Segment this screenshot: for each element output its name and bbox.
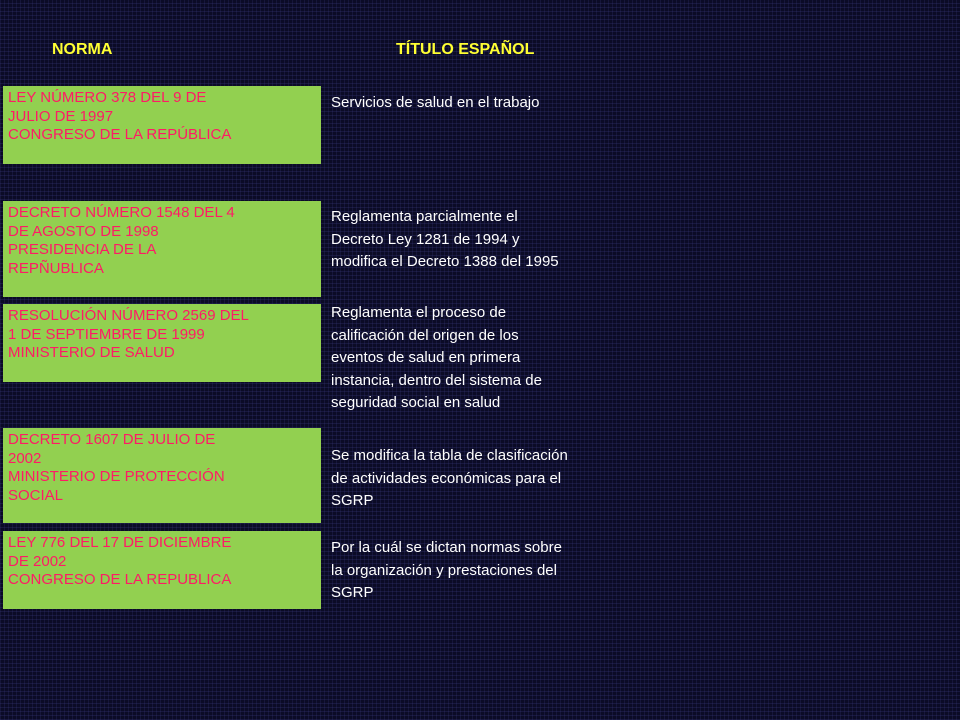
norma-box-ley-378: LEY NÚMERO 378 DEL 9 DE JULIO DE 1997 CONGRESO DE LA REPÚBLICA xyxy=(3,86,321,164)
norma-box-ley-776: LEY 776 DEL 17 DE DICIEMBRE DE 2002 CONGRESO DE LA REPUBLICA xyxy=(3,531,321,609)
titulo-ley-378: Servicios de salud en el trabajo xyxy=(331,94,540,111)
titulo-decreto-1607: Se modifica la tabla de clasificación de actividades económicas para el SGRP xyxy=(331,447,568,509)
norma-box-resolucion-2569: RESOLUCIÓN NÚMERO 2569 DEL 1 DE SEPTIEMBRE DE 1999 MINISTERIO DE SALUD xyxy=(3,304,321,382)
norma-box-decreto-1548: DECRETO NÚMERO 1548 DEL 4 DE AGOSTO DE 1998 PRESIDENCIA DE LA REPÑUBLICA xyxy=(3,201,321,297)
titulo-decreto-1548: Reglamenta parcialmente el Decreto Ley 1281 de 1994 y modifica el Decreto 1388 del 1995 xyxy=(331,208,559,270)
column-header-norma: NORMA xyxy=(52,41,113,58)
column-header-titulo: TÍTULO ESPAÑOL xyxy=(396,41,535,58)
titulo-resolucion-2569: Reglamenta el proceso de calificación del origen de los eventos de salud en primera instancia, dentro del sistema de seguridad social en salud xyxy=(331,304,542,411)
titulo-ley-776: Por la cuál se dictan normas sobre la organización y prestaciones del SGRP xyxy=(331,539,562,601)
norma-box-decreto-1607: DECRETO 1607 DE JULIO DE 2002 MINISTERIO DE PROTECCIÓN SOCIAL xyxy=(3,428,321,523)
